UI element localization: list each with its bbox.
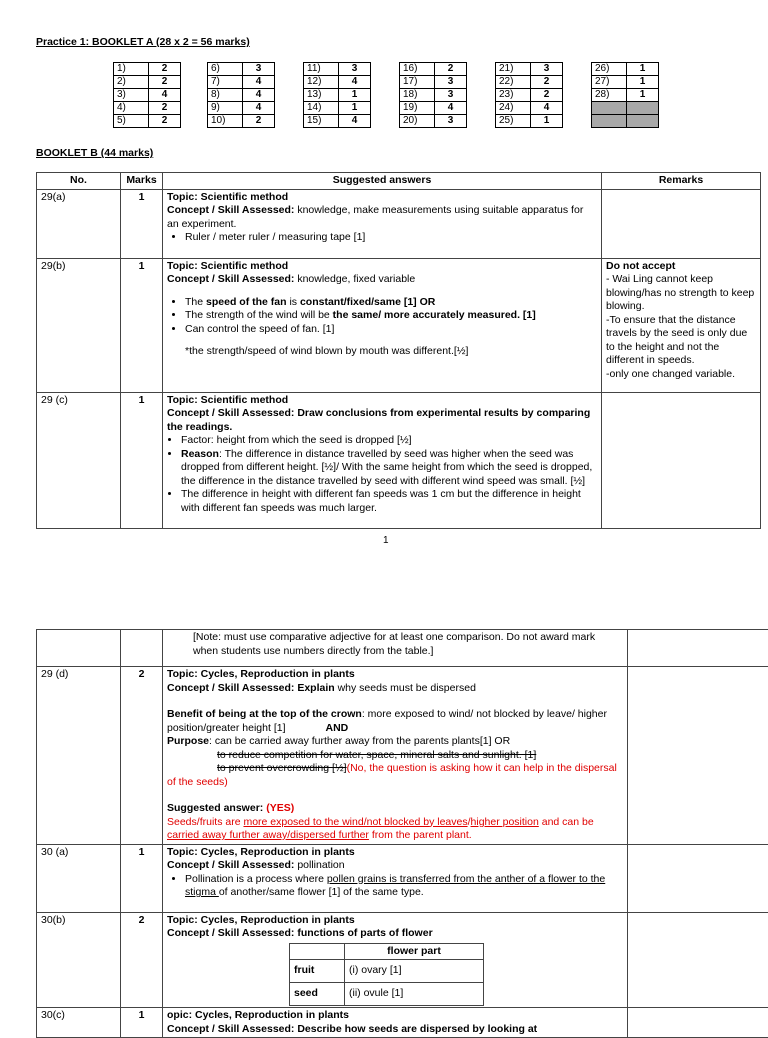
- table-row: [37, 667, 768, 845]
- answer-value: 4: [243, 89, 275, 102]
- remarks-cell: [628, 912, 768, 1008]
- header-suggested-answers: Suggested answers: [163, 173, 602, 190]
- answer-bullet: • Ruler / meter ruler / measuring tape [1]: [185, 231, 597, 245]
- question-number: 30(c): [37, 1008, 121, 1038]
- answer-bullet: • The strength of the wind will be the same/ more accurately measured. [1]: [185, 309, 597, 323]
- question-number: 21): [496, 63, 531, 76]
- flower-row-label: seed: [290, 983, 345, 1006]
- question-number: 22): [496, 76, 531, 89]
- table-row: [37, 392, 761, 528]
- question-number: 26): [592, 63, 627, 76]
- question-number: 24): [496, 102, 531, 115]
- question-marks: 1: [121, 189, 163, 258]
- booklet-a-answer-table: [495, 62, 563, 128]
- struck-answer-line: to prevent overcrowding [½](No, the question is asking how it can help in the dispersal of the seeds): [167, 762, 623, 789]
- remarks-cell: [628, 667, 768, 845]
- remarks-cell: [602, 392, 761, 528]
- question-number: 20): [400, 115, 435, 128]
- question-number: 14): [304, 102, 339, 115]
- question-number: 27): [592, 76, 627, 89]
- question-number: 12): [304, 76, 339, 89]
- booklet-a-answer-table: [399, 62, 467, 128]
- answer-value: 1: [627, 76, 659, 89]
- topic: Topic: Cycles, Reproduction in plants: [167, 846, 623, 860]
- header-no: No.: [37, 173, 121, 190]
- empty-cell: [592, 102, 627, 115]
- answer-note: *the strength/speed of wind blown by mouth was different.[½]: [167, 345, 597, 359]
- empty-cell: [592, 115, 627, 128]
- question-number: 25): [496, 115, 531, 128]
- answer-value: 3: [243, 63, 275, 76]
- question-number: 30 (a): [37, 844, 121, 912]
- question-number: 29 (c): [37, 392, 121, 528]
- answer-cell: [163, 844, 628, 912]
- flower-row-value: (i) ovary [1]: [345, 960, 484, 983]
- question-number: 29(b): [37, 258, 121, 392]
- page-number: 1: [383, 535, 389, 546]
- answer-value: 3: [339, 63, 371, 76]
- flower-row-value: (ii) ovule [1]: [345, 983, 484, 1006]
- empty-cell: [627, 102, 659, 115]
- answer-value: 3: [435, 89, 467, 102]
- answer-value: 2: [435, 63, 467, 76]
- concept: Concept / Skill Assessed: Describe how seeds are dispersed by looking at: [167, 1023, 623, 1037]
- note-row-text: [Note: must use comparative adjective for at least one comparison. Do not award mark when students use numbers directly from the table.]: [163, 630, 628, 667]
- answer-value: 4: [339, 115, 371, 128]
- answer-cell: [163, 258, 602, 392]
- question-marks: 2: [121, 912, 163, 1008]
- answer-value: 2: [149, 63, 181, 76]
- table-row: [37, 912, 768, 1008]
- question-number: 5): [114, 115, 149, 128]
- concept: Concept / Skill Assessed: Explain why seeds must be dispersed: [167, 682, 623, 696]
- answer-bullet: • The speed of the fan is constant/fixed/same [1] OR: [185, 296, 597, 310]
- question-number: 11): [304, 63, 339, 76]
- answer-bullet: • Pollination is a process where pollen grains is transferred from the anther of a flower to the stigma of another/same flower [1] of the same type.: [185, 873, 623, 900]
- empty-cell: [627, 115, 659, 128]
- answer-cell: [163, 667, 628, 845]
- header-remarks: Remarks: [602, 173, 761, 190]
- question-number: 29 (d): [37, 667, 121, 845]
- question-number: 7): [208, 76, 243, 89]
- answer-value: 1: [339, 102, 371, 115]
- question-number: 13): [304, 89, 339, 102]
- answer-cell: [163, 392, 602, 528]
- answer-value: 1: [627, 89, 659, 102]
- concept: Concept / Skill Assessed: knowledge, make measurements using suitable apparatus for an experiment.: [167, 204, 597, 231]
- booklet-a-title: Practice 1: BOOKLET A (28 x 2 = 56 marks): [36, 36, 250, 48]
- question-marks: 1: [121, 392, 163, 528]
- answer-value: 2: [531, 89, 563, 102]
- answer-value: 1: [339, 89, 371, 102]
- answer-value: 2: [149, 76, 181, 89]
- remarks-text: - Wai Ling cannot keep blowing/has no strength to keep blowing. -To ensure that the distance travels by the seed is only due to the height and not the different in speeds. -only one changed variable.: [606, 273, 756, 381]
- answer-table-page-1: [36, 172, 761, 529]
- question-number: 6): [208, 63, 243, 76]
- question-number: 16): [400, 63, 435, 76]
- question-number: 28): [592, 89, 627, 102]
- struck-answer: to reduce competition for water, space, mineral salts and sunlight. [1]: [167, 749, 623, 763]
- flower-part-table: [289, 943, 484, 1007]
- answer-value: 4: [243, 76, 275, 89]
- answer-value: 4: [149, 89, 181, 102]
- answer-table-page-2: [36, 629, 768, 1038]
- question-number: 30(b): [37, 912, 121, 1008]
- topic: opic: Cycles, Reproduction in plants: [167, 1009, 623, 1023]
- concept: Concept / Skill Assessed: pollination: [167, 859, 623, 873]
- booklet-a-answer-table: [113, 62, 181, 128]
- table-row: [37, 630, 768, 667]
- benefit: Benefit of being at the top of the crown: more exposed to wind/ not blocked by leave/ higher position/greater height [1] AND: [167, 708, 623, 735]
- suggested-answer: Seeds/fruits are more exposed to the wind/not blocked by leaves/higher position and can be carried away further away/dispersed further from the parent plant.: [167, 816, 623, 843]
- answer-bullet: • Can control the speed of fan. [1]: [185, 323, 597, 337]
- purpose: Purpose: can be carried away further away from the parents plants[1] OR: [167, 735, 623, 749]
- answer-value: 2: [243, 115, 275, 128]
- answer-bullet: • The difference in height with different fan speeds was 1 cm but the difference in height with different fan speeds was much larger.: [181, 488, 597, 515]
- answer-value: 2: [531, 76, 563, 89]
- suggested-answer-label: Suggested answer: (YES): [167, 802, 623, 816]
- question-number: 17): [400, 76, 435, 89]
- question-number: 4): [114, 102, 149, 115]
- question-number: 23): [496, 89, 531, 102]
- concept: Concept / Skill Assessed: knowledge, fixed variable: [167, 273, 597, 287]
- answer-cell: [163, 912, 628, 1008]
- table-row: [37, 189, 761, 258]
- answer-cell: [163, 1008, 628, 1038]
- question-number: 18): [400, 89, 435, 102]
- answer-value: 3: [531, 63, 563, 76]
- answer-value: 3: [435, 115, 467, 128]
- remarks-cell: [628, 1008, 768, 1038]
- remarks-title: Do not accept: [606, 260, 756, 274]
- booklet-a-answer-table: [591, 62, 659, 128]
- remarks-cell: [602, 258, 761, 392]
- question-marks: 1: [121, 844, 163, 912]
- table-row: [37, 1008, 768, 1038]
- answer-value: 2: [149, 115, 181, 128]
- flower-row-label: fruit: [290, 960, 345, 983]
- question-marks: 1: [121, 258, 163, 392]
- answer-value: 1: [531, 115, 563, 128]
- question-number: 10): [208, 115, 243, 128]
- question-number: 2): [114, 76, 149, 89]
- answer-value: 2: [149, 102, 181, 115]
- table-row: [37, 258, 761, 392]
- booklet-a-answer-table: [303, 62, 371, 128]
- question-number: 3): [114, 89, 149, 102]
- table-row: [37, 844, 768, 912]
- topic: Topic: Scientific method: [167, 394, 597, 408]
- answer-value: 4: [435, 102, 467, 115]
- answer-value: 4: [339, 76, 371, 89]
- concept: Concept / Skill Assessed: functions of parts of flower: [167, 927, 623, 941]
- flower-part-header: flower part: [345, 943, 484, 960]
- table-header-row: [37, 173, 761, 190]
- answer-bullet: • Factor: height from which the seed is dropped [½]: [181, 434, 597, 448]
- concept: Concept / Skill Assessed: Draw conclusions from experimental results by comparing the readings.: [167, 407, 597, 434]
- question-marks: 2: [121, 667, 163, 845]
- remarks-cell: [602, 189, 761, 258]
- answer-value: 3: [435, 76, 467, 89]
- answer-cell: [163, 189, 602, 258]
- header-marks: Marks: [121, 173, 163, 190]
- question-marks: 1: [121, 1008, 163, 1038]
- topic: Topic: Scientific method: [167, 191, 597, 205]
- topic: Topic: Cycles, Reproduction in plants: [167, 668, 623, 682]
- answer-value: 4: [531, 102, 563, 115]
- question-number: 9): [208, 102, 243, 115]
- topic: Topic: Scientific method: [167, 260, 597, 274]
- remarks-cell: [628, 844, 768, 912]
- booklet-a-answer-table: [207, 62, 275, 128]
- question-number: 19): [400, 102, 435, 115]
- question-number: 15): [304, 115, 339, 128]
- booklet-b-title: BOOKLET B (44 marks): [36, 147, 153, 159]
- answer-bullet: • Reason: The difference in distance travelled by seed was higher when the seed was dropped from different height. [½]/ With the same height from which the seed is dropped, the difference in the distance travelled by seed with different wind speed was small. [½]: [181, 448, 597, 489]
- question-number: 29(a): [37, 189, 121, 258]
- answer-value: 1: [627, 63, 659, 76]
- question-number: 8): [208, 89, 243, 102]
- topic: Topic: Cycles, Reproduction in plants: [167, 914, 623, 928]
- answer-value: 4: [243, 102, 275, 115]
- question-number: 1): [114, 63, 149, 76]
